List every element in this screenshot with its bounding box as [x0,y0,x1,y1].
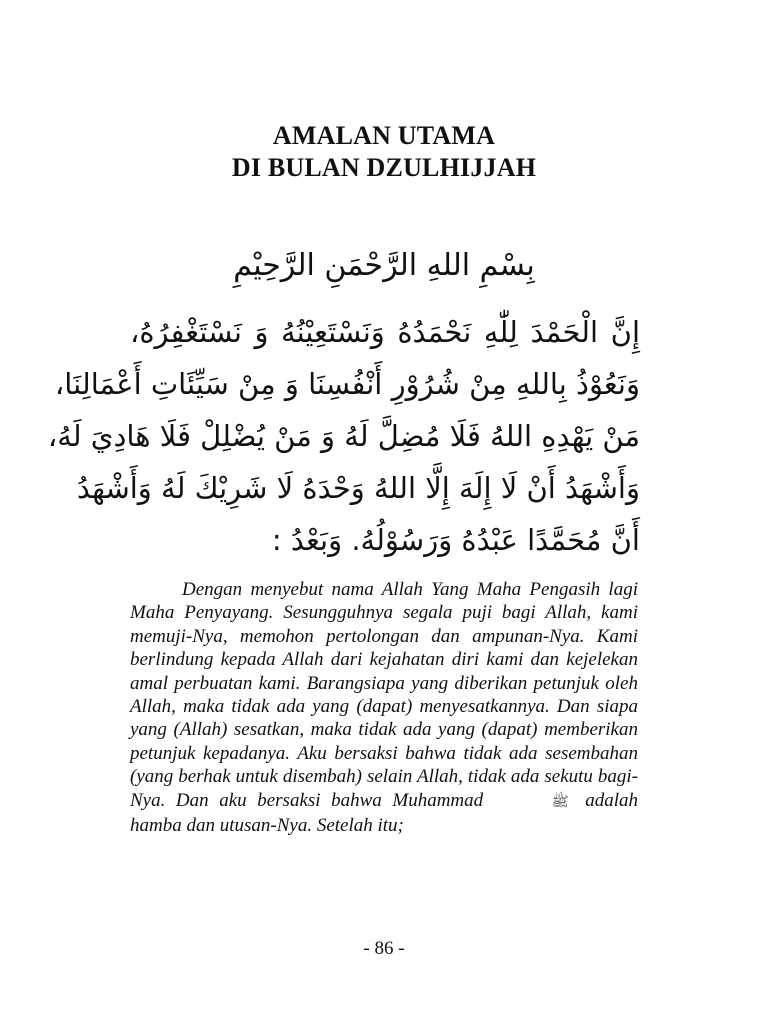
arabic-khutbah-text [47,306,640,566]
arabic-line-3: مَنْ يَهْدِهِ اللهُ فَلَا مُضِلَّ لَهُ وَ مَنْ يُضْلِلْ فَلَا هَادِيَ لَهُ، [47,419,640,453]
page-number: - 86 - [363,938,405,959]
title-line-2: DI BULAN DZULHIJJAH [231,153,537,182]
title-line-1: AMALAN UTAMA [272,121,496,150]
arabic-line-4: وَأَشْهَدُ أَنْ لَا إِلَهَ إِلَّا اللهُ وَحْدَهُ لَا شَرِيْكَ لَهُ وَأَشْهَدُ [76,471,640,505]
page-title [0,120,768,184]
translation-text-part-2: adalah hamba dan utusan-Nya. Setelah itu; [130,789,639,837]
translation-paragraph [130,578,638,837]
translation-text-part-1: Dengan menyebut nama Allah Yang Maha Pengasih lagi Maha Penyayang. Sesungguhnya segala puji bagi Allah, kami memuji-Nya, memohon pertolongan dan ampunan-Nya. Kami berlindung kepada Allah dari kejahatan diri kami dan kejelekan amal perbuatan kami. Barangsiapa yang diberikan petunjuk oleh Allah, maka tidak ada yang (dapat) menyesatkannya. Dan siapa yang (Allah) sesatkan, maka tidak ada yang (dapat) memberikan petunjuk kepadanya. Aku bersaksi bahwa tidak ada sesembahan (yang berhak untuk disembah) selain Allah, tidak ada sekutu bagi-Nya. Dan aku bersaksi bahwa Muhammad [130,579,638,811]
arabic-line-1: إِنَّ الْحَمْدَ لِلّٰهِ نَحْمَدُهُ وَنَسْتَعِيْنُهُ وَ نَسْتَغْفِرُهُ، [130,315,640,349]
arabic-line-5: أَنَّ مُحَمَّدًا عَبْدُهُ وَرَسُوْلُهُ. وَبَعْدُ : [271,523,640,557]
salawat-symbol-icon: ﷺ [551,794,569,810]
arabic-line-2: وَنَعُوْذُ بِاللهِ مِنْ شُرُوْرِ أَنْفُسِنَا وَ مِنْ سَيِّئَاتِ أَعْمَالِنَا، [54,367,640,401]
basmala-text: بِسْمِ اللهِ الرَّحْمَنِ الرَّحِيْمِ [233,248,535,283]
